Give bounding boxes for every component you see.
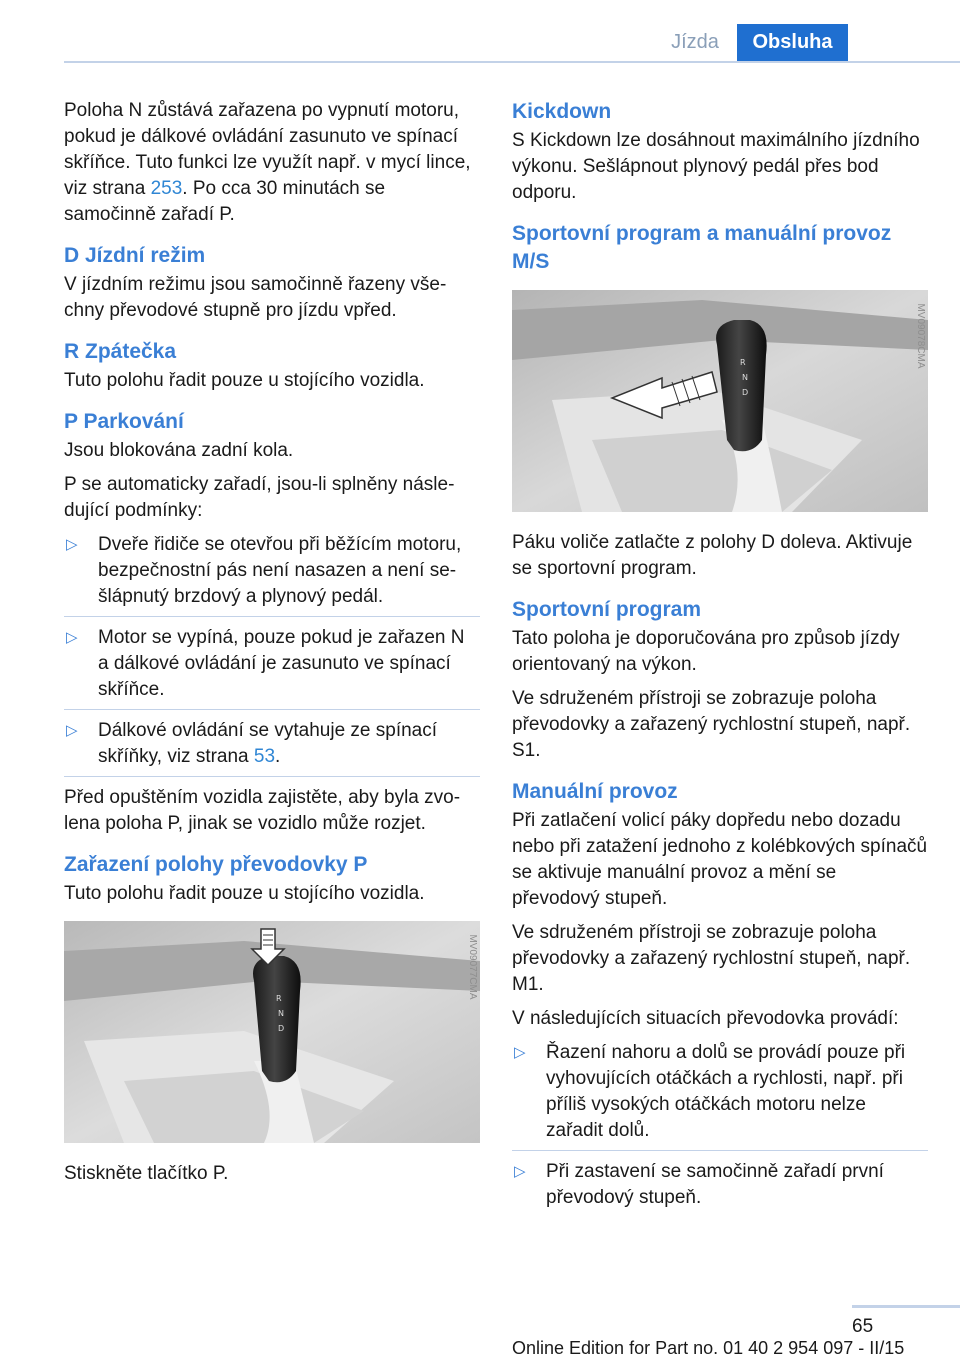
right-column <box>512 98 928 1225</box>
heading-sport: Sportovní program <box>512 598 702 621</box>
intro-text-end: . Po cca 30 minutách se samočinně zařadí P. <box>64 178 386 225</box>
list-item-text: Motor se vypíná, pouze pokud je zařazen N a dálkové ovládání je zasunuto ve spínací skříňce. <box>98 627 465 700</box>
list-item <box>64 532 480 617</box>
gear-selector-ms-photo <box>512 290 928 512</box>
triangle-right-icon: ▷ <box>514 1163 526 1180</box>
heading-sport-manual: Sportovní program a manuální provoz M/S <box>512 222 892 273</box>
footer-rule <box>852 1305 960 1308</box>
svg-text:N: N <box>278 1009 284 1018</box>
page-link-253[interactable]: 253 <box>150 178 183 199</box>
list-item-text: Řazení nahoru a dolů se provádí pouze při vyhovujících otáčkách a rychlosti, např. při příliš vysokých otáčkách motoru nelze zařadit dolů. <box>546 1042 906 1141</box>
paragraph-before-leaving: Před opuštěním vozidla zajistěte, aby byla zvolena poloha P, jinak se vozidlo může rozjet. <box>64 787 461 834</box>
header-rule <box>64 61 960 63</box>
svg-text:D: D <box>742 388 749 397</box>
paragraph-paka: Páku voliče zatlačte z polohy D doleva. Aktivuje se sportovní program. <box>512 532 913 579</box>
photo-caption: Stiskněte tlačítko P. <box>64 1163 229 1184</box>
list-item <box>512 1040 928 1151</box>
page-number: 65 <box>852 1316 874 1337</box>
park-conditions-list <box>64 532 480 777</box>
tab-obsluha[interactable]: Obsluha <box>737 24 848 61</box>
left-column <box>64 98 480 1195</box>
triangle-right-icon: ▷ <box>66 629 78 646</box>
list-item-text: Dveře řidiče se otevřou při běžícím motoru, bezpečnostní pás není nasazen a není sešlápnutý brzdový a plynový pedál. <box>98 534 462 607</box>
paragraph-manual3: V následujících situacích převodovka provádí: <box>512 1008 899 1029</box>
image-code: MV09077CMA <box>467 934 478 1000</box>
paragraph-engage-p: Tuto polohu řadit pouze u stojícího vozidla. <box>64 883 425 904</box>
paragraph-sport1: Tato poloha je doporučována pro způsob jízdy orientovaný na výkon. <box>512 628 900 675</box>
paragraph-p2: P se automaticky zařadí, jsou-li splněny následující podmínky: <box>64 474 455 521</box>
gear-lever-illustration <box>512 290 928 512</box>
paragraph-sport2: Ve sdruženém přístroji se zobrazuje poloha převodovky a zařazený rychlostní stupeň, např. S1. <box>512 688 911 761</box>
page-link-53[interactable]: 53 <box>253 746 276 767</box>
heading-r-reverse: R Zpátečka <box>64 340 177 363</box>
triangle-right-icon: ▷ <box>66 536 78 553</box>
paragraph-manual1: Při zatlačení volicí páky dopředu nebo dozadu nebo při zatažení jednoho z kolébkových spínačů se aktivuje manuální provoz a mění se převodový stupeň. <box>512 810 928 909</box>
manual-behaviour-list <box>512 1040 928 1217</box>
gear-lever-illustration <box>64 921 480 1143</box>
svg-text:N: N <box>742 373 748 382</box>
gear-selector-p-photo <box>64 921 480 1143</box>
list-item-text: Dálkové ovládání se vytahuje ze spínací skříňky, viz strana <box>98 720 438 767</box>
heading-d-drive: D Jízdní režim <box>64 244 206 267</box>
intro-paragraph <box>64 98 480 228</box>
paragraph-manual2: Ve sdruženém přístroji se zobrazuje poloha převodovky a zařazený rychlostní stupeň, např. M1. <box>512 922 911 995</box>
heading-p-park: P Parkování <box>64 410 184 433</box>
list-item <box>64 625 480 710</box>
heading-manual: Manuální provoz <box>512 780 678 803</box>
paragraph-d: V jízdním režimu jsou samočinně řazeny všechny převodové stupně pro jízdu vpřed. <box>64 274 447 321</box>
triangle-right-icon: ▷ <box>66 722 78 739</box>
svg-text:R: R <box>740 358 746 367</box>
list-item <box>512 1159 928 1217</box>
list-item-text: Při zastavení se samočinně zařadí první převodový stupeň. <box>546 1161 884 1208</box>
svg-text:D: D <box>278 1024 285 1033</box>
intro-text: Poloha N zůstává zařazena po vypnutí motoru, pokud je dálkové ovládání zasunuto ve spínací skříňce. Tuto funkci lze využít např. v mycí lince, viz strana <box>64 100 471 199</box>
list-item-text-end: . <box>275 746 281 767</box>
tab-jizda[interactable]: Jízda <box>671 31 719 53</box>
triangle-right-icon: ▷ <box>514 1044 526 1061</box>
edition-footer: Online Edition for Part no. 01 40 2 954 097 - II/15 <box>512 1338 905 1358</box>
image-code: MV09078CMA <box>915 303 926 369</box>
list-item <box>64 718 480 777</box>
paragraph-r: Tuto polohu řadit pouze u stojícího vozidla. <box>64 370 425 391</box>
paragraph-kickdown: S Kickdown lze dosáhnout maximálního jízdního výkonu. Sešlápnout plynový pedál přes bod odporu. <box>512 130 920 203</box>
heading-kickdown: Kickdown <box>512 100 612 123</box>
paragraph-p1: Jsou blokována zadní kola. <box>64 440 294 461</box>
heading-engage-p: Zařazení polohy převodovky P <box>64 853 368 876</box>
svg-text:R: R <box>276 994 282 1003</box>
